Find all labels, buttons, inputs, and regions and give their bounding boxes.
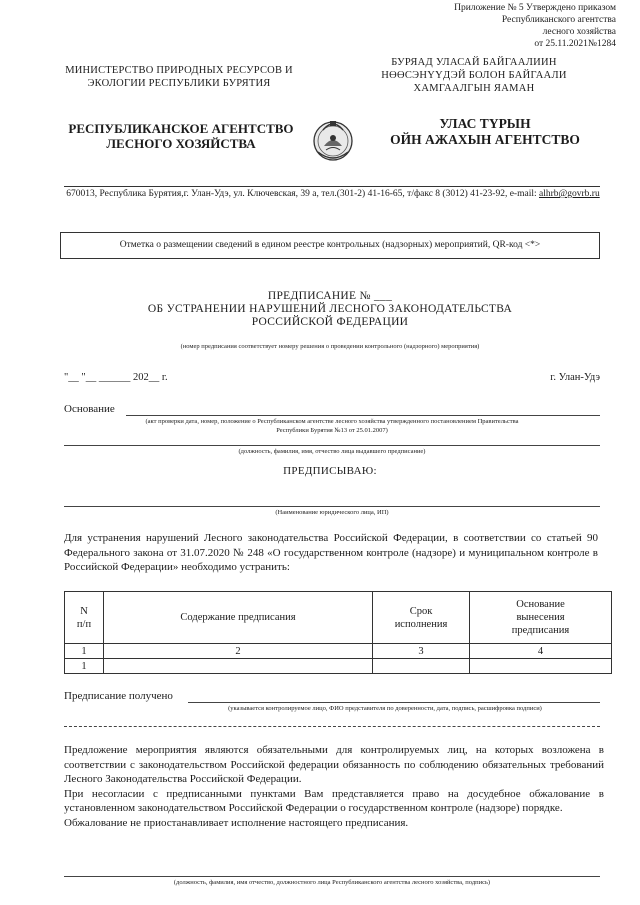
coat-of-arms-icon [306, 112, 360, 166]
agency-buryat-line: ОЙН АЖАХЫН АГЕНТСТВО [390, 132, 580, 147]
basis-note [64, 417, 600, 435]
closing-paragraph: При несогласии с предписанными пунктами Вам представляется право на досудебное обжалование в установленном законодательством Российской Федерации о государственном контроле (надзоре) порядке. [64, 787, 604, 814]
table-cell: 1 [65, 644, 104, 659]
header-deadline-line: Срок [409, 605, 433, 617]
email-link[interactable]: alhrb@govrb.ru [539, 189, 600, 199]
city-name: г. Улан-Удэ [550, 372, 600, 383]
appendix-line: лесного хозяйства [542, 27, 616, 37]
header-deadline-line: исполнения [394, 618, 448, 630]
table-numbers-row [65, 644, 612, 659]
legal-basis-paragraph: Для устранения нарушений Лесного законодательства Российской Федерации, в соответствии со статьей 90 Федерального закона от 31.07.2020 № 248 «О государственном контроле (надзоре) и муниципальном контроле в Российской Федерации» необходимо устранить: [64, 532, 598, 573]
received-label: Предписание получено [64, 690, 173, 702]
appendix-line: Приложение № 5 Утверждено приказом [454, 3, 616, 13]
date-field: "__ "__ ______ 202__ г. [64, 372, 168, 383]
agency-name-buryat [370, 116, 600, 148]
received-line [188, 702, 600, 703]
header-basis-line: вынесения [516, 612, 565, 623]
table-cell: 4 [470, 644, 612, 659]
basis-note-line: (акт проверки дата, номер, положение о Республиканском агентстве лесного хозяйства утвержденного постановлением Правительства [145, 418, 519, 425]
title-note: (номер предписания соответствует номеру решения о проведении контрольного (надзорного) мероприятия) [180, 343, 480, 350]
agency-name [50, 121, 312, 151]
agency-line: ЛЕСНОГО ХОЗЯЙСТВА [106, 136, 256, 151]
agency-buryat-line: УЛАС ТҮРЫН [439, 116, 531, 131]
prescribe-heading: ПРЕДПИСЫВАЮ: [283, 465, 377, 477]
title-line: РОССИЙСКОЙ ФЕДЕРАЦИИ [251, 316, 409, 328]
header-number [65, 592, 104, 644]
document-title [80, 290, 580, 329]
table-cell [470, 659, 612, 674]
appendix-line: Республиканского агентства [501, 15, 616, 25]
header-basis-line: предписания [511, 625, 570, 636]
qr-registry-box: Отметка о размещении сведений в едином реестре контрольных (надзорных) мероприятий, QR-код <*> [60, 232, 600, 259]
ministry-line: МИНИСТЕРСТВО ПРИРОДНЫХ РЕСУРСОВ И [65, 65, 293, 76]
basis-label: Основание [64, 403, 115, 415]
appendix-line: от 25.11.2021№1284 [534, 39, 616, 49]
agency-line: РЕСПУБЛИКАНСКОЕ АГЕНТСТВО [68, 121, 294, 136]
ministry-buryat-line: БУРЯАД УЛАСАЙ БАЙГААЛИИН [391, 57, 557, 68]
header-number-line: п/п [76, 618, 92, 630]
header-content: Содержание предписания [104, 592, 373, 644]
header-deadline [373, 592, 470, 644]
issuer-note: (должность, фамилия, имя, отчество лица выдавшего предписание) [238, 448, 426, 455]
table-cell: 1 [65, 659, 104, 674]
received-line-2 [64, 726, 600, 727]
header-number-line: N [80, 605, 88, 617]
ministry-name [50, 64, 308, 90]
table-cell [104, 659, 373, 674]
ministry-name-buryat [374, 56, 574, 95]
basis-line [126, 415, 600, 416]
prescription-table [64, 591, 612, 674]
basis-note-line: Республики Бурятия №13 от 25.01.2007) [276, 427, 388, 434]
agency-address [66, 188, 600, 200]
received-note: (указывается контролируемое лицо, ФИО представителя по доверенности, дата, подпись, расшифровка подписи) [228, 705, 542, 712]
signature-line [64, 876, 600, 877]
closing-paragraph: Обжалование не приостанавливает исполнение настоящего предписания. [64, 816, 409, 829]
address-text: 670013, Республика Бурятия,г. Улан-Удэ, ул. Ключевская, 39 а, тел.(301-2) 41-16-65, т/факс 8 (3012) 41-23-92, e-mail: [66, 189, 539, 199]
table-row [65, 659, 612, 674]
entity-note: (Наименование юридического лица, ИП) [275, 509, 389, 516]
appendix-note [356, 2, 616, 50]
issuer-line [64, 445, 600, 446]
ministry-buryat-line: ХАМГААЛГЫН ЯАМАН [413, 83, 535, 94]
header-divider [64, 186, 600, 187]
title-line: ПРЕДПИСАНИЕ № ___ [267, 290, 393, 302]
header-basis-line: Основание [516, 599, 565, 610]
title-line: ОБ УСТРАНЕНИИ НАРУШЕНИЙ ЛЕСНОГО ЗАКОНОДАТЕЛЬСТВА [147, 303, 513, 315]
entity-line [64, 506, 600, 507]
ministry-buryat-line: НӨӨСЭНҮҮДЭЙ БОЛОН БАЙГААЛИ [381, 70, 567, 81]
table-cell: 2 [104, 644, 373, 659]
header-basis [470, 592, 612, 644]
closing-text [64, 743, 604, 830]
table-cell: 3 [373, 644, 470, 659]
ministry-line: ЭКОЛОГИИ РЕСПУБЛИКИ БУРЯТИЯ [87, 78, 271, 89]
closing-paragraph: Предложение мероприятия являются обязательными для контролируемых лиц, на которых возложена в соответствии с законодательством Российской федерации обязанность по соблюдению обязательных требований Лесного Законодательства Российской Федерации. [64, 744, 604, 785]
signature-note: (должность, фамилия, имя отчество, должностного лица Республиканского агентства лесного хозяйства, подпись) [173, 879, 491, 886]
table-cell [373, 659, 470, 674]
